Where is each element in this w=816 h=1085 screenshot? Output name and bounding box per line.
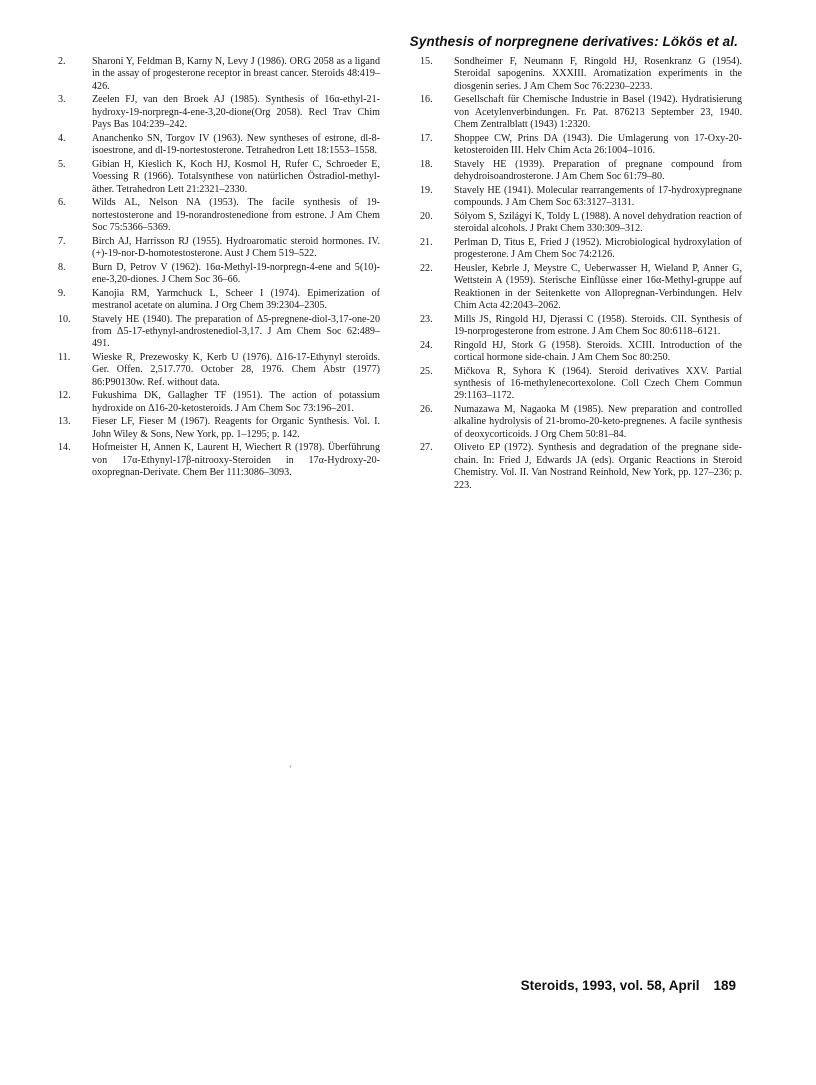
reference-text: Heusler, Kebrle J, Meystre C, Ueberwasser H, Wieland P, Anner G, Wettstein A (1959). Sterische Einflüsse einer 16α-Methyl-gruppe auf Reaktionen in der Seitenkette von Allopregnan-Verbindungen. Helv Chim Acta 42:2043–2062.	[454, 262, 742, 312]
reference-text: Sharoni Y, Feldman B, Karny N, Levy J (1986). ORG 2058 as a ligand in the assay of progesterone receptor in breast cancer. Steroids 48:419–426.	[92, 56, 380, 92]
reference-number: 7.	[58, 235, 66, 247]
reference-number: 8.	[58, 261, 66, 273]
reference-text: Ringold HJ, Stork G (1958). Steroids. XCIII. Introduction of the cortical hormone side-chain. J Am Chem Soc 80:250.	[454, 339, 742, 364]
reference-item	[420, 442, 742, 492]
reference-text: Perlman D, Titus E, Fried J (1952). Microbiological hydroxylation of progesterone. J Am Chem Soc 74:2126.	[454, 236, 742, 261]
reference-number: 16.	[420, 94, 433, 106]
reference-number: 5.	[58, 158, 66, 170]
reference-number: 10.	[58, 313, 71, 325]
reference-text: Mičkova R, Syhora K (1964). Steroid derivatives XXV. Partial synthesis of 16-methylenecortexolone. Coll Czech Chem Commun 29:1163–1172.	[454, 365, 742, 402]
reference-number: 22.	[420, 262, 433, 274]
reference-text: Fukushima DK, Gallagher TF (1951). The action of potassium hydroxide on Δ16-20-ketosteroids. J Am Chem Soc 73:196–201.	[92, 390, 380, 414]
reference-text: Hofmeister H, Annen K, Laurent H, Wiechert R (1978). Überführung von 17α-Ethynyl-17β-nitrooxy-Steroiden in 17α-Hydroxy-20-oxopregnan-Derivate. Chem Ber 111:3086–3093.	[92, 442, 380, 479]
page-footer	[521, 978, 736, 993]
reference-item	[420, 133, 742, 158]
reference-number: 2.	[58, 56, 66, 67]
reference-item	[420, 159, 742, 184]
reference-number: 19.	[420, 184, 433, 196]
reference-text: Shoppee CW, Prins DA (1943). Die Umlagerung von 17-Oxy-20-ketosteroiden III. Helv Chim Acta 26:1004–1016.	[454, 132, 742, 157]
reference-item	[420, 211, 742, 236]
reference-item	[420, 340, 742, 365]
reference-text: Fieser LF, Fieser M (1967). Reagents for Organic Synthesis. Vol. I. John Wiley & Sons, New York, pp. 1–1295; p. 142.	[92, 416, 380, 440]
reference-item	[420, 94, 742, 131]
reference-number: 18.	[420, 158, 433, 170]
reference-number: 13.	[58, 416, 71, 428]
reference-item	[420, 314, 742, 339]
reference-text: Burn D, Petrov V (1962). 16α-Methyl-19-norpregn-4-ene and 5(10)-ene-3,20-diones. J Chem Soc 36–66.	[92, 261, 380, 286]
journal-citation: Steroids, 1993, vol. 58, April	[520, 978, 700, 993]
reference-item	[58, 416, 380, 441]
reference-text: Numazawa M, Nagaoka M (1985). New preparation and controlled alkaline hydrolysis of 21-bromo-20-keto-pregnenes. A facile synthesis of deoxycorticoids. J Org Chem 50:81–84.	[454, 404, 742, 440]
reference-text: Wilds AL, Nelson NA (1953). The facile synthesis of 19-nortestosterone and 19-norandrostenedione from estrone. J Am Chem Soc 75:5366–5369.	[92, 197, 380, 234]
reference-number: 15.	[420, 56, 433, 67]
reference-number: 3.	[58, 94, 66, 106]
reference-item	[58, 390, 380, 415]
reference-text: Birch AJ, Harrisson RJ (1955). Hydroaromatic steroid hormones. IV. (+)-19-nor-D-homotestosterone. Aust J Chem 519–522.	[92, 235, 380, 260]
reference-item	[420, 366, 742, 403]
reference-number: 9.	[58, 287, 66, 299]
reference-number: 23.	[420, 313, 433, 325]
reference-text: Ananchenko SN, Torgov IV (1963). New syntheses of estrone, dl-8-isoestrone, and dl-19-nortestosterone. Tetrahedron Lett 18:1553–1558.	[92, 132, 380, 157]
reference-item	[58, 442, 380, 479]
reference-number: 20.	[420, 210, 433, 222]
reference-item	[58, 94, 380, 131]
reference-item	[58, 262, 380, 287]
reference-number: 21.	[420, 236, 433, 248]
reference-item	[58, 197, 380, 234]
reference-number: 6.	[58, 197, 66, 209]
reference-list-right	[420, 56, 742, 493]
reference-number: 14.	[58, 442, 71, 454]
reference-item	[58, 133, 380, 158]
running-title: Synthesis of norpregnene derivatives: Lökös et al.	[409, 34, 738, 49]
reference-list-left	[58, 56, 380, 481]
reference-text: Wieske R, Prezewosky K, Kerb U (1976). Δ16-17-Ethynyl steroids. Ger. Offen. 2,517.770. October 28, 1976. Chem Abstr (1977) 86:P90130w. Ref. without data.	[92, 352, 380, 388]
reference-item	[58, 288, 380, 313]
reference-item	[58, 352, 380, 389]
reference-text: Stavely HE (1941). Molecular rearrangements of 17-hydroxypregnane compounds. J Am Chem Soc 63:3127–3131.	[454, 184, 742, 209]
reference-text: Mills JS, Ringold HJ, Djerassi C (1958). Steroids. CII. Synthesis of 19-norprogesterone from estrone. J Am Chem Soc 80:6118–6121.	[454, 313, 742, 338]
reference-number: 17.	[420, 132, 433, 144]
reference-item	[420, 404, 742, 441]
page-number: 189	[713, 978, 736, 993]
reference-item	[58, 314, 380, 351]
reference-number: 26.	[420, 404, 433, 416]
reference-item	[420, 237, 742, 262]
reference-number: 11.	[58, 352, 71, 364]
reference-number: 24.	[420, 339, 433, 351]
reference-item	[420, 56, 742, 93]
reference-item	[58, 236, 380, 261]
reference-text: Sólyom S, Szilágyi K, Toldy L (1988). A novel dehydration reaction of steroidal alcohols. J Prakt Chem 330:309–312.	[454, 210, 742, 235]
reference-text: Stavely HE (1939). Preparation of pregnane compound from dehydroisoandrosterone. J Am Chem Soc 61:79–80.	[454, 158, 742, 183]
reference-item	[58, 159, 380, 196]
reference-number: 25.	[420, 365, 433, 377]
reference-text: Gesellschaft für Chemische Industrie in Basel (1942). Hydratisierung von Acetylenverbindungen. Fr. Pat. 876213 September 23, 1940. Chem Zentralblatt (1943) 1:2320.	[454, 94, 742, 131]
scan-speck: ’	[289, 764, 292, 774]
reference-text: Kanojia RM, Yarmchuck L, Scheer I (1974). Epimerization of mestranol acetate on alumina. J Org Chem 39:2304–2305.	[92, 287, 380, 312]
reference-item	[420, 185, 742, 210]
reference-text: Stavely HE (1940). The preparation of Δ5-pregnene-diol-3,17-one-20 from Δ5-17-ethynyl-androstenediol-3,17. J Am Chem Soc 62:489–491.	[92, 313, 380, 350]
reference-text: Zeelen FJ, van den Broek AJ (1985). Synthesis of 16α-ethyl-21-hydroxy-19-norpregn-4-ene-3,20-dione(Org 2058). Recl Trav Chim Pays Bas 104:239–242.	[92, 94, 380, 131]
reference-item	[420, 263, 742, 313]
reference-text: Gibian H, Kieslich K, Koch HJ, Kosmol H, Rufer C, Schroeder E, Voessing R (1966). Totalsynthese von natürlichen Östradiol-methyl-äther. Tetrahedron Lett 21:2321–2330.	[92, 158, 380, 195]
reference-number: 12.	[58, 390, 71, 402]
reference-number: 4.	[58, 132, 66, 144]
reference-text: Sondheimer F, Neumann F, Ringold HJ, Rosenkranz G (1954). Steroidal sapogenins. XXXIII. Aromatization experiments in the diosgenin series. J Am Chem Soc 76:2230–2233.	[454, 56, 742, 92]
reference-number: 27.	[420, 442, 433, 454]
reference-item	[58, 56, 380, 93]
reference-text: Oliveto EP (1972). Synthesis and degradation of the pregnane side-chain. In: Fried J, Edwards JA (eds). Organic Reactions in Steroid Chemistry. Vol. II. Van Nostrand Reinhold, New York, pp. 127–236; p. 223.	[454, 442, 742, 491]
